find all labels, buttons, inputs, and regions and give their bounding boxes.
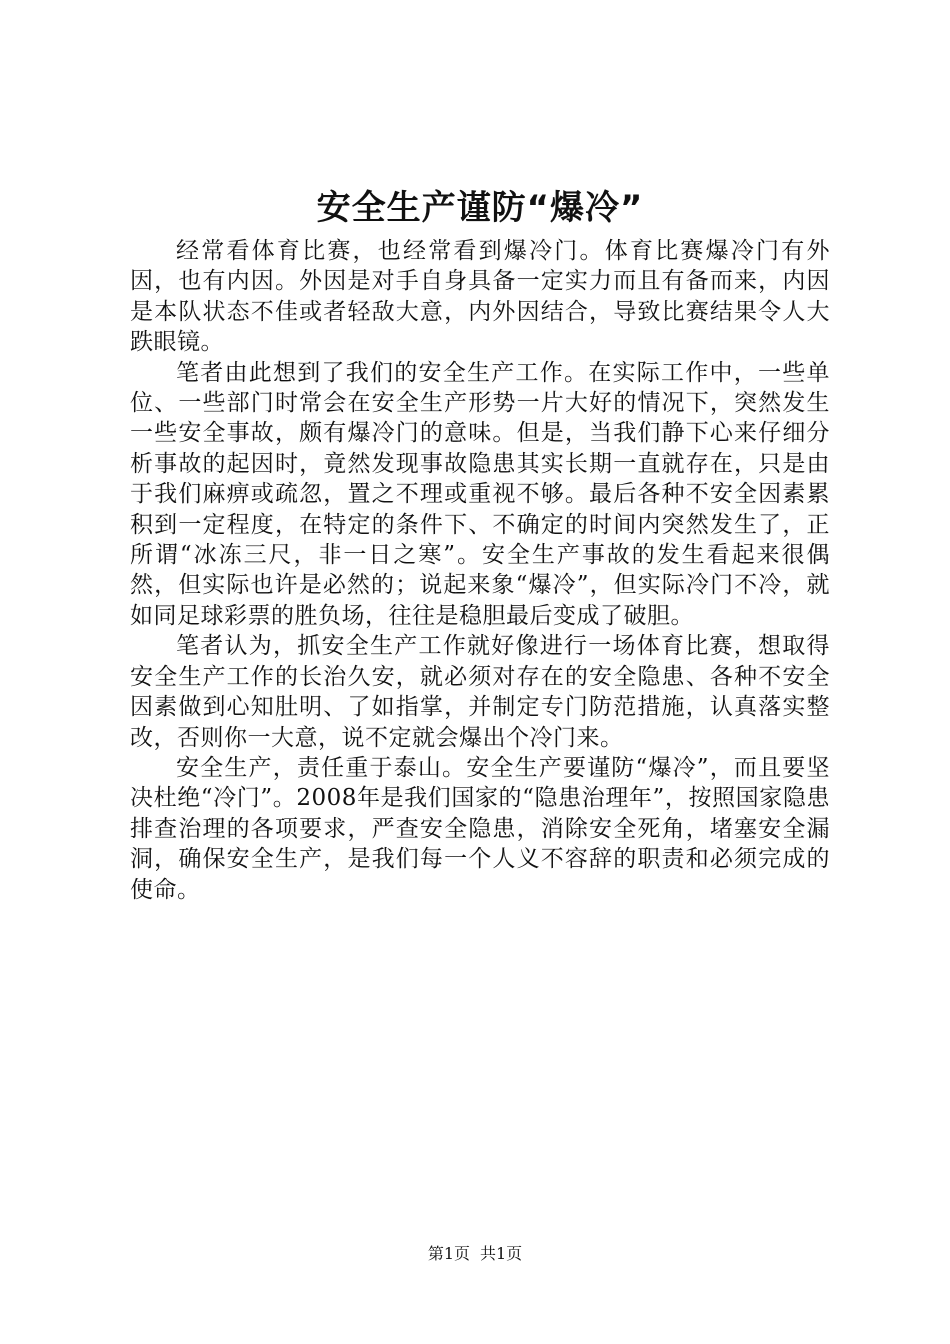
- document-title: 安全生产谨防“爆冷”: [316, 188, 644, 228]
- paragraph-3: 笔者认为，抓安全生产工作就好像进行一场体育比赛，想取得安全生产工作的长治久安，就必须对存在的安全隐患、各种不安全因素做到心知肚明、了如指掌，并制定专门防范措施，认真落实整改，否则你一大意，说不定就会爆出个冷门来。: [130, 633, 830, 751]
- page-number: 第1页: [427, 1244, 470, 1263]
- page-total: 共1页: [480, 1244, 523, 1263]
- paragraph-2: 笔者由此想到了我们的安全生产工作。在实际工作中，一些单位、一些部门时常会在安全生产形势一片大好的情况下，突然发生一些安全事故，颇有爆冷门的意味。但是，当我们静下心来仔细分析事故的起因时，竟然发现事故隐患其实长期一直就存在，只是由于我们麻痹或疏忽，置之不理或重视不够。最后各种不安全因素累积到一定程度，在特定的条件下、不确定的时间内突然发生了，正所谓“冰冻三尺，非一日之寒”。安全生产事故的发生看起来很偶然，但实际也许是必然的；说起来象“爆冷”，但实际冷门不冷，就如同足球彩票的胜负场，往往是稳胆最后变成了破胆。: [130, 359, 830, 629]
- document-body: [130, 236, 830, 905]
- page-footer: [0, 1244, 950, 1264]
- paragraph-1: 经常看体育比赛，也经常看到爆冷门。体育比赛爆冷门有外因，也有内因。外因是对手自身具备一定实力而且有备而来，内因是本队状态不佳或者轻敌大意，内外因结合，导致比赛结果令人大跌眼镜。: [130, 238, 830, 356]
- paragraph-4: 安全生产，责任重于泰山。安全生产要谨防“爆冷”，而且要坚决杜绝“冷门”。2008年是我们国家的“隐患治理年”，按照国家隐患排查治理的各项要求，严查安全隐患，消除安全死角，堵塞安全漏洞，确保安全生产，是我们每一个人义不容辞的职责和必须完成的使命。: [130, 754, 830, 903]
